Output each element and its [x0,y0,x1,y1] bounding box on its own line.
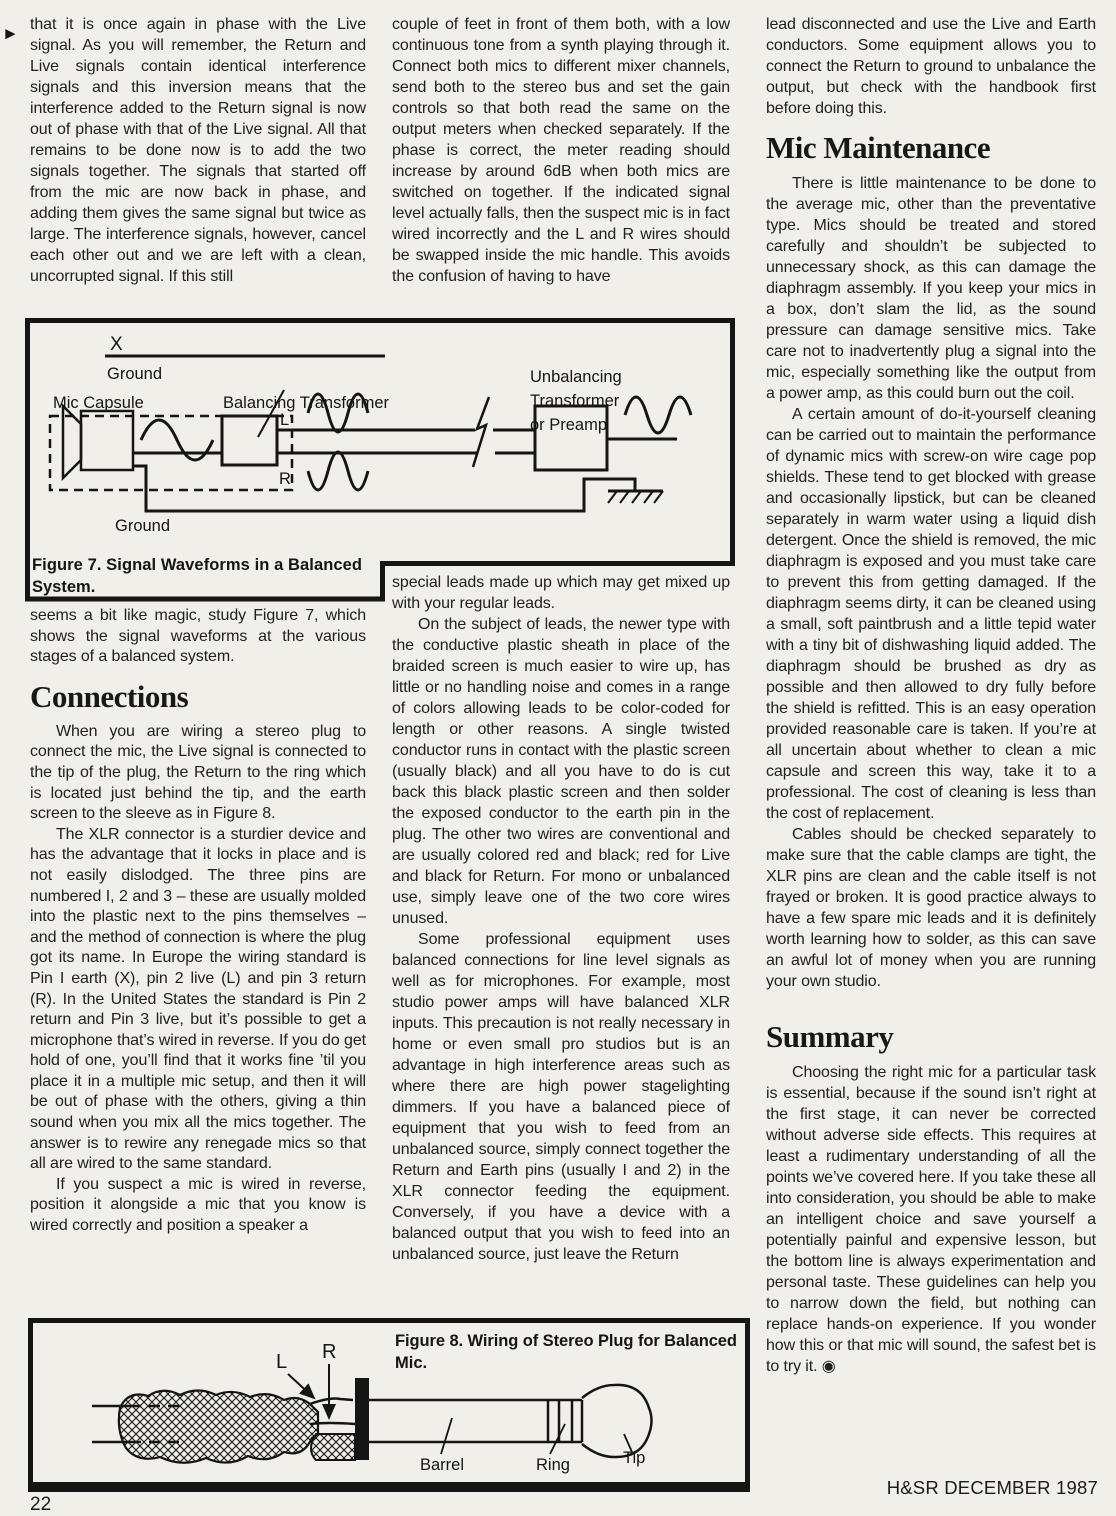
col1-figure7-continuation [30,606,366,668]
paragraph: Cables should be checked separately to make sure that the cable clamps are tight, the XLR pins are clean and the cable itself is not frayed or broken. It is good practice always to have a few spare mic leads and it is definitely worth learning how to solder, as this can save an awful lot of money when you are running your own studio. [766,826,1096,990]
fig7-output-waveform [625,397,691,433]
fig8-label-ring: Ring [536,1456,570,1474]
col3-summary-text [766,1062,1096,1377]
fig7-label-unbalancing-1: Unbalancing [530,368,622,386]
paragraph: The XLR connector is a sturdier device and has the advantage that it locks in place and is not easily dislodged. The three pins are numbered I, 2 and 3 – these are usually molded into the plastic next to the pins themselves – and the method of connection is where the plug got its name. In Europe the wiring standard is Pin I earth (X), pin 2 live (L) and pin 3 return (R). In the United States the standard is Pin 2 return and Pin 3 live, but it’s possible to get a microphone that’s wired in reverse. If you do get hold of one, you’ll find that it works fine ’til you place it in a multiple mic setup, and then it will be out of phase with the others, giving a thin sound when you mix all the mics together. The answer is to rewire any renegade mics so that all are wired to the same standard. [30,825,366,1173]
fig8-label-tip: Tip [623,1449,646,1467]
article-column2-top [392,14,730,318]
paragraph: When you are wiring a stereo plug to connect the mic, the Live signal is connected to the tip of the plug, the Return to the ring which is located just behind the tip, and the earth screen to the sleeve as in Figure 8. [30,722,366,823]
fig7-earth-symbol-icon [608,491,663,503]
figure7-caption-line1: Figure 7. Signal Waveforms in a Balanced [32,556,362,574]
fig8-plug-flange-shape [355,1378,369,1460]
fig7-label-unbalancing-2: Transformer [530,392,620,410]
fig8-live-wire [310,1399,353,1404]
fig7-ground-wire [133,466,635,511]
fig8-label-r: R [322,1341,337,1363]
fig8-l-pointer-line [288,1374,314,1398]
section-heading-summary: Summary [766,1019,894,1054]
paragraph: Some professional equipment uses balanced connections for line level signals as well as for microphones. For example, most studio power amps will have balanced XLR inputs. This precaution is not really necessary in home or even small pro studios but is an advantage in high interference areas such as where there are high power stagelighting dimmers. If you have a balanced piece of equipment that you wish to feed from an unbalanced source, simply connect together the Return and Earth pins (usually I and 2) in the XLR connector feeding the equipment. Conversely, if you have a device with a balanced output that you wish to feed into an unbalanced source, just leave the Return [392,931,730,1263]
fig8-braid-pulled-back-shape [311,1434,355,1460]
figure7-caption-line2: System. [32,578,96,596]
fig7-label-ground-top: Ground [107,365,163,383]
article-column1-bottom [30,606,366,1316]
figure8-caption-line1: Figure 8. Wiring of Stereo Plug for Balanced [395,1332,737,1350]
paragraph: There is little maintenance to be done to the average mic, other than the preventative type. Mics should be treated and stored carefully and shouldn’t be subjected to unnecessary shock, as this can damage the diaphragm assembly. If you keep your mics in a box, don’t slam the lid, as the sound pressure can damage sensitive mics. Take care not to inadvertently plug a signal into the mic, especially something like the output from a power amp, as this could burn out the coil. [766,175,1096,402]
fig8-return-wire [310,1423,355,1424]
fig8-ring-pointer-line [550,1424,565,1454]
figure8-caption-line2: Mic. [395,1354,428,1372]
fig7-label-mic-capsule: Mic Capsule [53,394,144,412]
fig8-ring-bands-shape [548,1400,582,1442]
article-column3 [766,14,1096,1474]
paragraph: If you suspect a mic is wired in reverse, position it alongside a mic that you know is wired correctly and position a speaker a [30,1175,366,1235]
fig7-return-waveform [308,452,368,490]
fig7-label-balancing-transformer: Balancing Transformer [223,394,389,412]
fig8-tip-shape [582,1385,652,1457]
fig7-mic-body-shape [81,411,133,470]
fig8-label-barrel: Barrel [420,1456,465,1474]
paragraph: seems a bit like magic, study Figure 7, which shows the signal waveforms at the various stages of a balanced system. [30,607,366,666]
paragraph: On the subject of leads, the newer type with the conductive plastic sheath in place of the braided screen is much easier to wire up, has little or no handling noise and comes in a range of colors allowing leads to be color-coded for length or other reasons. A single twisted conductor runs in contact with the plastic screen (usually black) and all you have to do is cut back this black plastic screen and then solder the exposed conductor to the earth pin in the plug. The other two wires are conventional and are usually colored red and black; red for Live and black for Return. For mono or unbalanced use, simply leave one of the two core wires unused. [392,616,730,927]
figure8-diagram [28,1318,750,1492]
fig7-label-x: X [110,334,123,355]
paragraph: A certain amount of do-it-yourself cleaning can be carried out to maintain the performance of dynamic mics with screw-on wire cage pop shields. These tend to get blocked with grease and occasionally lipstick, but can be cleaned separately in warm water using a liquid dish detergent. Once the shield is removed, the mic diaphragm is exposed and you must take care to prevent this from getting damaged. If the diaphragm seems dirty, it can be cleaned using a small, soft paintbrush and a little tepid water with a tiny bit of dishwashing liquid added. The diaphragm should be brushed as dry as possible and then allowed to dry fully before the shield is refitted. This is an easy operation provided reasonable care is taken. If you’re at all uncertain about whether to clean a mic capsule and screen this way, take it to a professional. The cost of cleaning is less than the cost of replacement. [766,406,1096,822]
fig7-label-ground-bottom: Ground [115,517,171,535]
section-heading-connections: Connections [30,678,189,714]
article-column2-bottom [392,572,730,1316]
col1-connections-text [30,722,366,1237]
fig8-braided-screen-shape [119,1391,318,1463]
fig7-balancing-transformer-box [222,416,277,465]
section-heading-mic-maintenance: Mic Maintenance [766,130,991,165]
fig8-barrel-shape [369,1400,548,1442]
figure7-diagram [25,318,735,602]
paragraph: lead disconnected and use the Live and Earth conductors. Some equipment allows you to connect the Return to ground to unbalance the output, but check with the handbook first before doing this. [766,16,1096,117]
paragraph: Choosing the right mic for a particular task is essential, because if the sound isn’t right at the first stage, it can never be corrected without adverse side effects. This requires at least a rudimentary understanding of all the points we’ve covered here. If you take these all into consideration, you should be able to make an intelligent choice and save yourself a potentially painful and expensive lesson, but the bottom line is always experimentation and personal taste. These guidelines can help you to narrow down the field, but nothing can replace hands-on experience. If you wonder how this or that mic will sound, the safest bet is to try it. ◉ [766,1064,1096,1375]
fig7-cable-break-icon [473,397,489,467]
fig7-label-l: L [280,411,290,429]
fig7-label-unbalancing-3: or Preamp [530,416,608,434]
paragraph: couple of feet in front of them both, with a low continuous tone from a synth playing through it. Connect both mics to different mixer channels, send both to the stereo bus and set the gain controls so that both read the same on the output meters when checked separately. If the phase is correct, the meter reading should increase by around 6dB when both mics are switched on together. If the indicated signal level actually falls, then the suspect mic is in fact wired incorrectly and the L and R wires should be swapped inside the mic handle. This avoids the confusion of having to have [392,16,730,285]
fig7-label-r: R [279,470,291,488]
article-column1-top [30,14,366,318]
continuation-arrow-icon: ► [2,24,19,43]
fig8-label-l: L [276,1351,288,1373]
paragraph: special leads made up which may get mixed up with your regular leads. [392,574,730,612]
page-number: 22 [30,1494,52,1515]
fig8-barrel-pointer-line [441,1418,452,1454]
col3-intro-text [766,14,1096,119]
magazine-footer: H&SR DECEMBER 1987 [886,1477,1098,1498]
paragraph: that it is once again in phase with the Live signal. As you will remember, the Return and Live signals contain identical interference signals and this inversion means that the interference added to the Return signal is now out of phase with that of the Live signal. All that remains to be done now is to add the two signals together. The signals that started off from the mic are now back in phase, and adding them gives the same signal but twice as large. The interference signals, however, cancel each other out and we are left with a clean, uncorrupted signal. If this still [30,16,366,285]
col3-maintenance-text [766,173,1096,992]
